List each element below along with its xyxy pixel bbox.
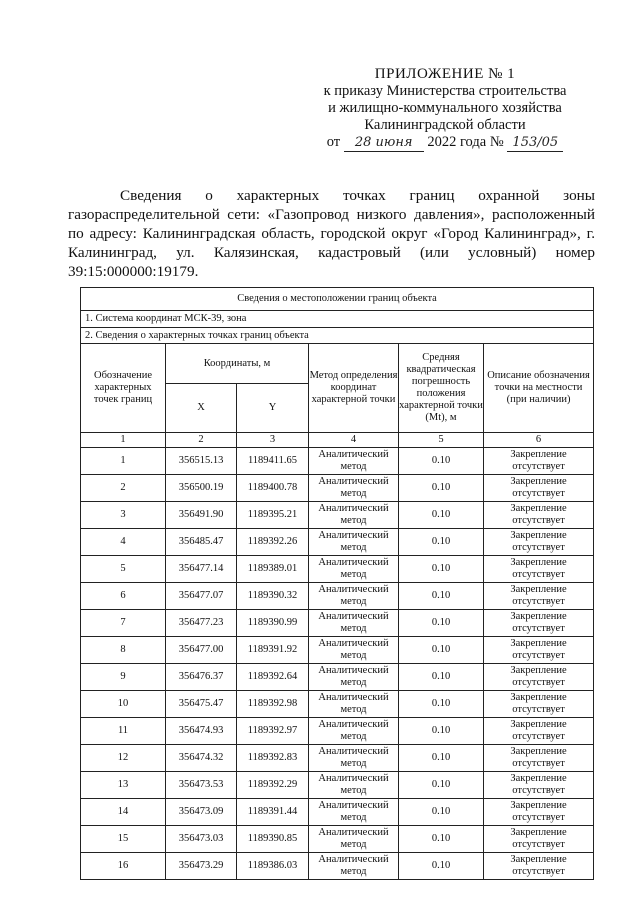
col-header-y: Y	[237, 384, 309, 433]
point-number-cell: 14	[81, 799, 166, 826]
x-coordinate-cell: 356476.37	[166, 664, 237, 691]
method-cell: Аналитический метод	[309, 583, 399, 610]
col-number: 6	[484, 433, 594, 448]
y-coordinate-cell: 1189386.03	[237, 853, 309, 880]
year-text: 2022 года №	[427, 134, 504, 150]
header-line-1: к приказу Министерства строительства	[323, 83, 567, 99]
point-number-cell: 7	[81, 610, 166, 637]
x-coordinate-cell: 356485.47	[166, 529, 237, 556]
accuracy-cell: 0.10	[399, 826, 484, 853]
x-coordinate-cell: 356500.19	[166, 475, 237, 502]
description-text: отсутствует	[512, 461, 565, 472]
description-text: отсутствует	[512, 704, 565, 715]
date-prefix: от	[326, 134, 341, 150]
description-text: Закрепление	[510, 530, 567, 541]
description-text: отсутствует	[512, 731, 565, 742]
description-cell	[484, 718, 594, 745]
accuracy-cell: 0.10	[399, 448, 484, 475]
description-text: Закрепление	[510, 584, 567, 595]
table-row	[81, 826, 594, 853]
method-cell: Аналитический метод	[309, 448, 399, 475]
x-coordinate-cell: 356515.13	[166, 448, 237, 475]
y-coordinate-cell: 1189390.85	[237, 826, 309, 853]
point-number-cell: 4	[81, 529, 166, 556]
y-coordinate-cell: 1189392.26	[237, 529, 309, 556]
description-cell	[484, 637, 594, 664]
description-text: отсутствует	[512, 812, 565, 823]
point-number-cell: 2	[81, 475, 166, 502]
description-text: Закрепление	[510, 692, 567, 703]
points-title-row: 2. Сведения о характерных точках границ объекта	[81, 328, 594, 344]
method-cell: Аналитический метод	[309, 691, 399, 718]
description-cell	[484, 799, 594, 826]
x-coordinate-cell: 356473.53	[166, 772, 237, 799]
table-row	[81, 529, 594, 556]
description-text: Закрепление	[510, 773, 567, 784]
point-number-cell: 6	[81, 583, 166, 610]
method-cell: Аналитический метод	[309, 745, 399, 772]
col-number: 5	[399, 433, 484, 448]
accuracy-cell: 0.10	[399, 745, 484, 772]
description-text: отсутствует	[512, 839, 565, 850]
method-cell: Аналитический метод	[309, 853, 399, 880]
point-number-cell: 12	[81, 745, 166, 772]
col-header-coords: Координаты, м	[166, 344, 309, 384]
description-text: Закрепление	[510, 638, 567, 649]
description-text: отсутствует	[512, 596, 565, 607]
col-number: 3	[237, 433, 309, 448]
description-text: отсутствует	[512, 569, 565, 580]
table-row	[81, 745, 594, 772]
description-text: отсутствует	[512, 785, 565, 796]
point-number-cell: 16	[81, 853, 166, 880]
y-coordinate-cell: 1189400.78	[237, 475, 309, 502]
intro-paragraph	[68, 186, 595, 281]
y-coordinate-cell: 1189392.83	[237, 745, 309, 772]
table-row	[81, 583, 594, 610]
point-number-cell: 10	[81, 691, 166, 718]
x-coordinate-cell: 356473.09	[166, 799, 237, 826]
appendix-title: ПРИЛОЖЕНИЕ № 1	[374, 66, 516, 82]
description-cell	[484, 610, 594, 637]
description-text: Закрепление	[510, 611, 567, 622]
y-coordinate-cell: 1189392.97	[237, 718, 309, 745]
y-coordinate-cell: 1189391.44	[237, 799, 309, 826]
y-coordinate-cell: 1189390.99	[237, 610, 309, 637]
accuracy-cell: 0.10	[399, 556, 484, 583]
point-number-cell: 9	[81, 664, 166, 691]
y-coordinate-cell: 1189411.65	[237, 448, 309, 475]
boundary-points-table	[80, 287, 594, 880]
appendix-header	[300, 66, 590, 152]
description-text: Закрепление	[510, 503, 567, 514]
y-coordinate-cell: 1189389.01	[237, 556, 309, 583]
x-coordinate-cell: 356475.47	[166, 691, 237, 718]
table-row	[81, 799, 594, 826]
method-cell: Аналитический метод	[309, 529, 399, 556]
table-row	[81, 718, 594, 745]
accuracy-cell: 0.10	[399, 475, 484, 502]
y-coordinate-cell: 1189392.64	[237, 664, 309, 691]
description-cell	[484, 529, 594, 556]
description-text: отсутствует	[512, 866, 565, 877]
method-cell: Аналитический метод	[309, 718, 399, 745]
method-cell: Аналитический метод	[309, 556, 399, 583]
point-number-cell: 13	[81, 772, 166, 799]
point-number-cell: 15	[81, 826, 166, 853]
accuracy-cell: 0.10	[399, 529, 484, 556]
point-number-cell: 3	[81, 502, 166, 529]
method-cell: Аналитический метод	[309, 826, 399, 853]
col-header-point: Обозначение характерных точек границ	[81, 344, 166, 433]
intro-text: Сведения о характерных точках границ охранной зоны газораспределительной сети: «Газопровод низкого давления», расположенный по адресу: Калининградская область, городской округ «Город Калининград», г. Калининград, ул. Калязинская, кадастровый (или условный) номер 39:15:000000:19179.	[68, 187, 595, 280]
handwritten-date: 28 июня	[344, 134, 424, 152]
col-number: 2	[166, 433, 237, 448]
coord-system-row: 1. Система координат МСК-39, зона	[81, 311, 594, 328]
method-cell: Аналитический метод	[309, 772, 399, 799]
description-cell	[484, 691, 594, 718]
accuracy-cell: 0.10	[399, 772, 484, 799]
description-text: Закрепление	[510, 854, 567, 865]
description-text: Закрепление	[510, 827, 567, 838]
description-text: Закрепление	[510, 476, 567, 487]
accuracy-cell: 0.10	[399, 637, 484, 664]
accuracy-cell: 0.10	[399, 718, 484, 745]
accuracy-cell: 0.10	[399, 853, 484, 880]
description-text: Закрепление	[510, 557, 567, 568]
description-text: отсутствует	[512, 623, 565, 634]
description-cell	[484, 745, 594, 772]
description-text: отсутствует	[512, 758, 565, 769]
col-header-x: X	[166, 384, 237, 433]
point-number-cell: 1	[81, 448, 166, 475]
accuracy-cell: 0.10	[399, 610, 484, 637]
x-coordinate-cell: 356474.32	[166, 745, 237, 772]
method-cell: Аналитический метод	[309, 799, 399, 826]
header-line-2: и жилищно-коммунального хозяйства	[328, 100, 562, 116]
description-text: отсутствует	[512, 650, 565, 661]
x-coordinate-cell: 356477.23	[166, 610, 237, 637]
description-text: отсутствует	[512, 542, 565, 553]
point-number-cell: 11	[81, 718, 166, 745]
table-row	[81, 637, 594, 664]
accuracy-cell: 0.10	[399, 691, 484, 718]
col-number: 4	[309, 433, 399, 448]
description-text: отсутствует	[512, 515, 565, 526]
table-row	[81, 556, 594, 583]
method-cell: Аналитический метод	[309, 475, 399, 502]
x-coordinate-cell: 356477.00	[166, 637, 237, 664]
section-title: Сведения о местоположении границ объекта	[81, 288, 594, 311]
description-text: Закрепление	[510, 746, 567, 757]
y-coordinate-cell: 1189390.32	[237, 583, 309, 610]
x-coordinate-cell: 356473.03	[166, 826, 237, 853]
table-row	[81, 691, 594, 718]
handwritten-number: 153/05	[507, 134, 563, 152]
description-cell	[484, 664, 594, 691]
accuracy-cell: 0.10	[399, 664, 484, 691]
description-text: Закрепление	[510, 719, 567, 730]
description-text: отсутствует	[512, 677, 565, 688]
description-cell	[484, 502, 594, 529]
col-header-accuracy: Средняя квадратическая погрешность положения характерной точки (Mt), м	[399, 344, 484, 433]
col-header-method: Метод определения координат характерной точки	[309, 344, 399, 433]
accuracy-cell: 0.10	[399, 583, 484, 610]
x-coordinate-cell: 356473.29	[166, 853, 237, 880]
description-text: Закрепление	[510, 449, 567, 460]
table-row	[81, 664, 594, 691]
method-cell: Аналитический метод	[309, 637, 399, 664]
description-cell	[484, 826, 594, 853]
description-cell	[484, 448, 594, 475]
x-coordinate-cell: 356474.93	[166, 718, 237, 745]
description-text: Закрепление	[510, 800, 567, 811]
col-number: 1	[81, 433, 166, 448]
description-cell	[484, 583, 594, 610]
method-cell: Аналитический метод	[309, 610, 399, 637]
method-cell: Аналитический метод	[309, 502, 399, 529]
description-cell	[484, 475, 594, 502]
description-cell	[484, 853, 594, 880]
description-text: отсутствует	[512, 488, 565, 499]
table-row	[81, 853, 594, 880]
description-cell	[484, 772, 594, 799]
y-coordinate-cell: 1189392.29	[237, 772, 309, 799]
accuracy-cell: 0.10	[399, 502, 484, 529]
point-number-cell: 8	[81, 637, 166, 664]
y-coordinate-cell: 1189395.21	[237, 502, 309, 529]
table-row	[81, 448, 594, 475]
header-date-line	[300, 134, 590, 152]
header-line-3: Калининградской области	[364, 117, 526, 133]
table-row	[81, 610, 594, 637]
description-text: Закрепление	[510, 665, 567, 676]
y-coordinate-cell: 1189392.98	[237, 691, 309, 718]
description-cell	[484, 556, 594, 583]
y-coordinate-cell: 1189391.92	[237, 637, 309, 664]
x-coordinate-cell: 356477.14	[166, 556, 237, 583]
table-row	[81, 502, 594, 529]
method-cell: Аналитический метод	[309, 664, 399, 691]
table-row	[81, 475, 594, 502]
x-coordinate-cell: 356491.90	[166, 502, 237, 529]
point-number-cell: 5	[81, 556, 166, 583]
accuracy-cell: 0.10	[399, 799, 484, 826]
table-row	[81, 772, 594, 799]
x-coordinate-cell: 356477.07	[166, 583, 237, 610]
col-header-description: Описание обозначения точки на местности (при наличии)	[484, 344, 594, 433]
